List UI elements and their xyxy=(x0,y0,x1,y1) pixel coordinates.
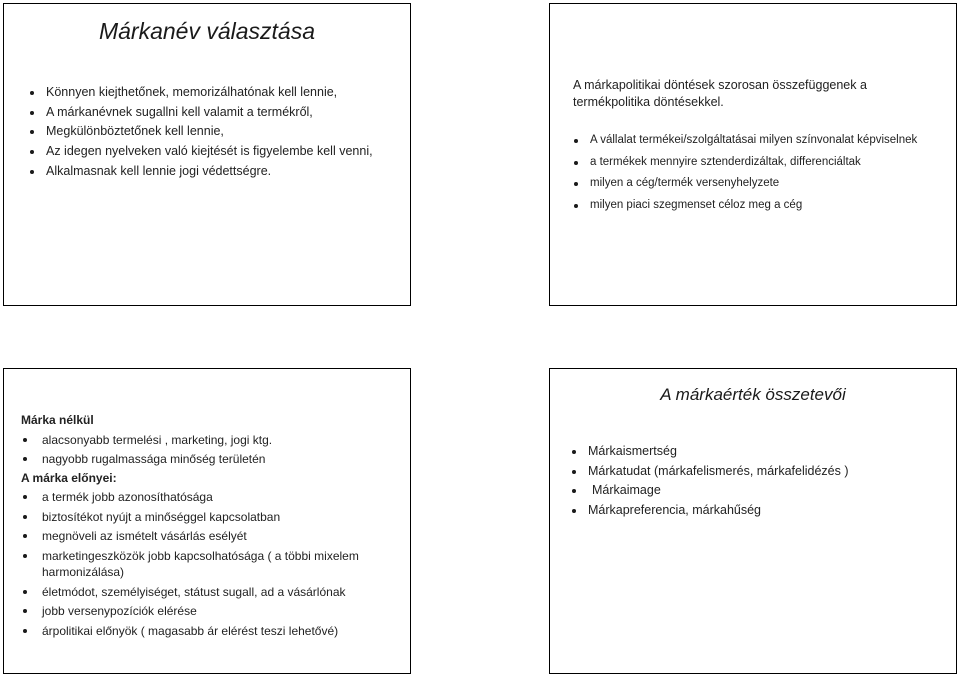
list-item: Márkaimage xyxy=(570,481,849,501)
list-item: A vállalat termékei/szolgáltatásai milyen színvonalat képviselnek xyxy=(572,133,932,149)
slide-brand-name-choice xyxy=(3,3,411,306)
slide-brand-equity xyxy=(549,368,957,674)
bullet-list xyxy=(572,133,932,219)
list-item: megnöveli az ismételt vásárlás esélyét xyxy=(21,528,391,544)
list-item: Az idegen nyelveken való kiejtését is figyelembe kell venni, xyxy=(28,142,373,162)
list-item: Alkalmasnak kell lennie jogi védettségre. xyxy=(28,162,373,182)
list-item: életmódot, személyiséget, státust sugall, ad a vásárlónak xyxy=(21,584,391,600)
section-heading-advantages: A márka előnyei: xyxy=(21,471,117,485)
list-item: Márkatudat (márkafelismerés, márkafelidézés ) xyxy=(570,462,849,482)
slide-title: A márkaérték összetevői xyxy=(660,385,846,404)
list-item: nagyobb rugalmassága minőség területén xyxy=(21,451,391,467)
list-item: alacsonyabb termelési , marketing, jogi ktg. xyxy=(21,432,391,448)
list-item: a termék jobb azonosíthatósága xyxy=(21,489,391,505)
bullet-list xyxy=(21,489,391,643)
list-item: árpolitikai előnyök ( magasabb ár elérést teszi lehetővé) xyxy=(21,623,391,639)
list-item: biztosítékot nyújt a minőséggel kapcsolatban xyxy=(21,509,391,525)
list-item: A márkanévnek sugallni kell valamit a termékről, xyxy=(28,103,373,123)
bullet-list xyxy=(570,442,849,521)
list-item: milyen piaci szegmenset céloz meg a cég xyxy=(572,198,932,214)
slide-title: Márkanév választása xyxy=(98,18,316,44)
intro-paragraph: A márkapolitikai döntések szorosan összefüggenek a termékpolitika döntésekkel. xyxy=(573,78,867,109)
bullet-list xyxy=(21,432,391,469)
slide-brand-advantages xyxy=(3,368,411,674)
list-item: a termékek mennyire sztenderdizáltak, differenciáltak xyxy=(572,155,932,171)
list-item: marketingeszközök jobb kapcsolhatósága ( a többi mixelem harmonizálása) xyxy=(21,548,391,580)
slide-brand-policy xyxy=(549,3,957,306)
section-heading-no-brand: Márka nélkül xyxy=(21,413,94,427)
list-item: jobb versenypozíciók elérése xyxy=(21,603,391,619)
list-item: Megkülönböztetőnek kell lennie, xyxy=(28,122,373,142)
bullet-list xyxy=(28,83,373,182)
list-item: Márkapreferencia, márkahűség xyxy=(570,501,849,521)
list-item: Könnyen kiejthetőnek, memorizálhatónak kell lennie, xyxy=(28,83,373,103)
list-item: Márkaismertség xyxy=(570,442,849,462)
list-item: milyen a cég/termék versenyhelyzete xyxy=(572,176,932,192)
